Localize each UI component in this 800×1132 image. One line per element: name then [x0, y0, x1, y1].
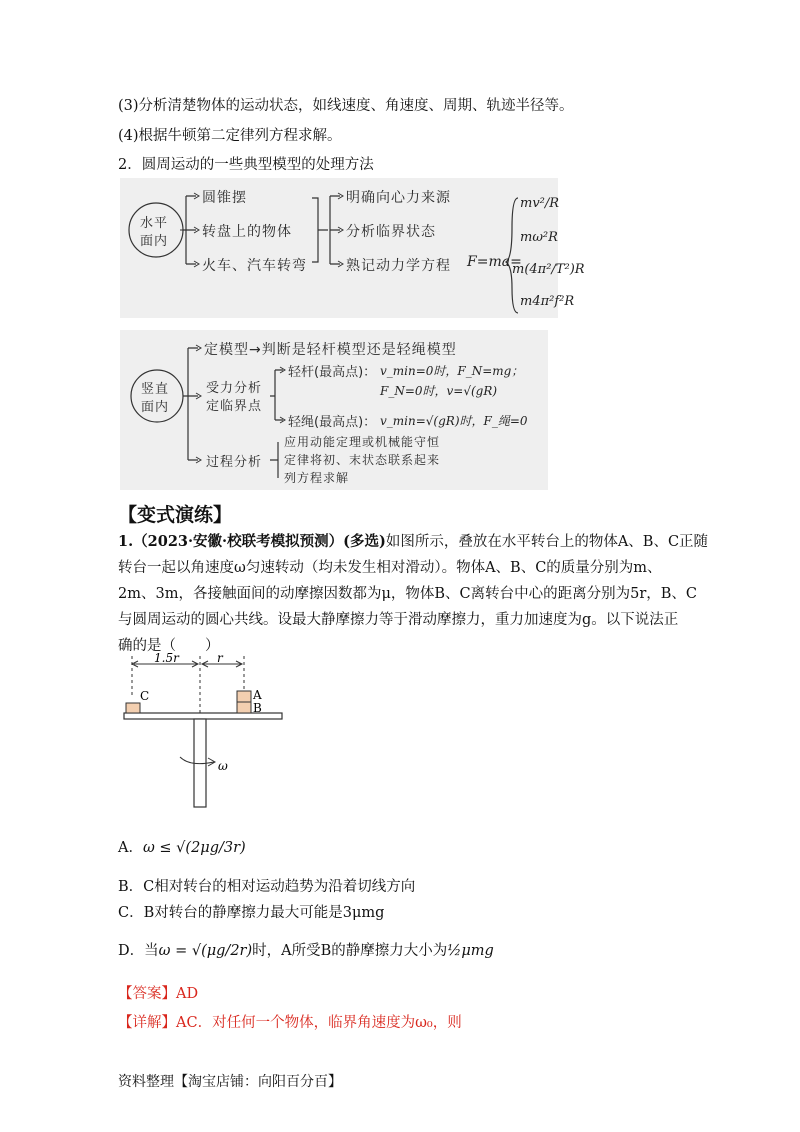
- formula-3: m(4π²/T²)R: [512, 262, 585, 277]
- question-source: （2023·安徽·校联考模拟预测）: [133, 533, 344, 550]
- option-d[interactable]: [118, 941, 494, 961]
- option-a-formula: ω ≤ √(2μg/3r): [142, 840, 246, 856]
- option-d-prefix: D．当: [118, 943, 159, 959]
- formula-4: m4π²f²R: [520, 294, 575, 309]
- option-c[interactable]: C．B对转台的静摩擦力最大可能是3μmg: [118, 905, 385, 921]
- question-line-2: 转台一起以角速度ω匀速转动（均未发生相对滑动）。物体A、B、C的质量分别为m、: [118, 560, 662, 576]
- block-c: [126, 703, 140, 713]
- vertical-plane-diagram: [120, 330, 548, 490]
- equation-prefix: F=ma=: [467, 254, 522, 270]
- answer-value: AD: [176, 986, 199, 1002]
- process-line-3: 列方程求解: [284, 471, 350, 485]
- formula-2: mω²R: [520, 230, 558, 245]
- option-d-formula: ω = √(μg/2r): [158, 943, 253, 959]
- process-line-1: 应用动能定理或机械能守恒: [284, 435, 441, 449]
- section-title: 【变式演练】: [118, 504, 233, 526]
- label-c: C: [140, 689, 150, 703]
- explain-text: AC．对任何一个物体，临界角速度为ω₀，则: [176, 1015, 462, 1031]
- force-label-bottom: 定临界点: [206, 399, 263, 414]
- question-text-1: 如图所示，叠放在水平转台上的物体A、B、C正随: [385, 534, 709, 550]
- option-a[interactable]: [118, 838, 246, 858]
- step-dynamics: 熟记动力学方程: [346, 258, 451, 274]
- formula-1: mv²/R: [520, 196, 560, 211]
- step-critical: 分析临界状态: [346, 224, 436, 240]
- step-source: 明确向心力来源: [346, 190, 451, 206]
- question-line-5: 确的是（ ）: [118, 638, 220, 654]
- explain-label: 【详解】: [118, 1015, 176, 1031]
- option-a-prefix: A．: [118, 840, 143, 856]
- step3-text: (3)分析清楚物体的运动状态，如线速度、角速度、周期、轨迹半径等。: [118, 98, 574, 114]
- process-line-2: 定律将初、末状态联系起来: [284, 453, 441, 467]
- circle-label-top: 水平: [140, 216, 169, 231]
- label-b: B: [253, 701, 262, 715]
- question-line-3: 2m、3m，各接触面间的动摩擦因数都为μ，物体B、C离转台中心的距离分别为5r，B、C: [118, 586, 698, 602]
- process-label: 过程分析: [206, 455, 263, 470]
- answer-line: [118, 984, 198, 1004]
- option-b[interactable]: B．C相对转台的相对运动趋势为沿着切线方向: [118, 879, 416, 895]
- question-line-1: [118, 532, 708, 552]
- question-multi: (多选): [343, 533, 386, 550]
- footer-text: 资料整理【淘宝店铺：向阳百分百】: [118, 1074, 342, 1090]
- rope-condition: v_min=√(gR)时，F_绳=0: [380, 414, 528, 428]
- model-row: 定模型→判断是轻杆模型还是轻绳模型: [204, 342, 457, 358]
- force-label-top: 受力分析: [206, 381, 263, 396]
- rod-condition-1: v_min=0时，F_N=mg；: [380, 364, 524, 378]
- turntable-figure: [118, 652, 318, 812]
- question-number: 1.: [118, 533, 134, 550]
- branch-turntable: 转盘上的物体: [202, 224, 292, 240]
- horizontal-diagram-lines: [120, 178, 558, 318]
- option-d-value: ½μmg: [447, 943, 494, 959]
- explain-line: [118, 1013, 462, 1033]
- label-a: A: [253, 688, 262, 702]
- heading-2: 2．圆周运动的一些典型模型的处理方法: [118, 157, 374, 173]
- answer-label: 【答案】: [118, 986, 176, 1002]
- vertical-circle-bottom: 面内: [141, 400, 170, 415]
- horizontal-plane-diagram: [120, 178, 585, 318]
- rod-label: 轻杆(最高点)：: [288, 365, 377, 380]
- circle-label-bottom: 面内: [140, 234, 169, 249]
- vertical-circle-top: 竖直: [141, 382, 170, 397]
- option-d-middle: 时，A所受B的静摩擦力大小为: [252, 943, 448, 959]
- branch-turning: 火车、汽车转弯: [202, 258, 307, 274]
- rod-condition-2: F_N=0时，v=√(gR): [380, 384, 498, 398]
- rope-label: 轻绳(最高点)：: [288, 415, 377, 430]
- label-omega: ω: [218, 759, 228, 773]
- block-a: [237, 691, 251, 702]
- branch-conical-pendulum: 圆锥摆: [202, 190, 247, 206]
- dist-left-label: 1.5r: [154, 652, 179, 665]
- question-line-4: 与圆周运动的圆心共线。设最大静摩擦力等于滑动摩擦力，重力加速度为g。以下说法正: [118, 612, 679, 628]
- step4-text: (4)根据牛顿第二定律列方程求解。: [118, 128, 342, 144]
- block-b: [237, 702, 251, 713]
- dist-right-label: r: [217, 652, 223, 665]
